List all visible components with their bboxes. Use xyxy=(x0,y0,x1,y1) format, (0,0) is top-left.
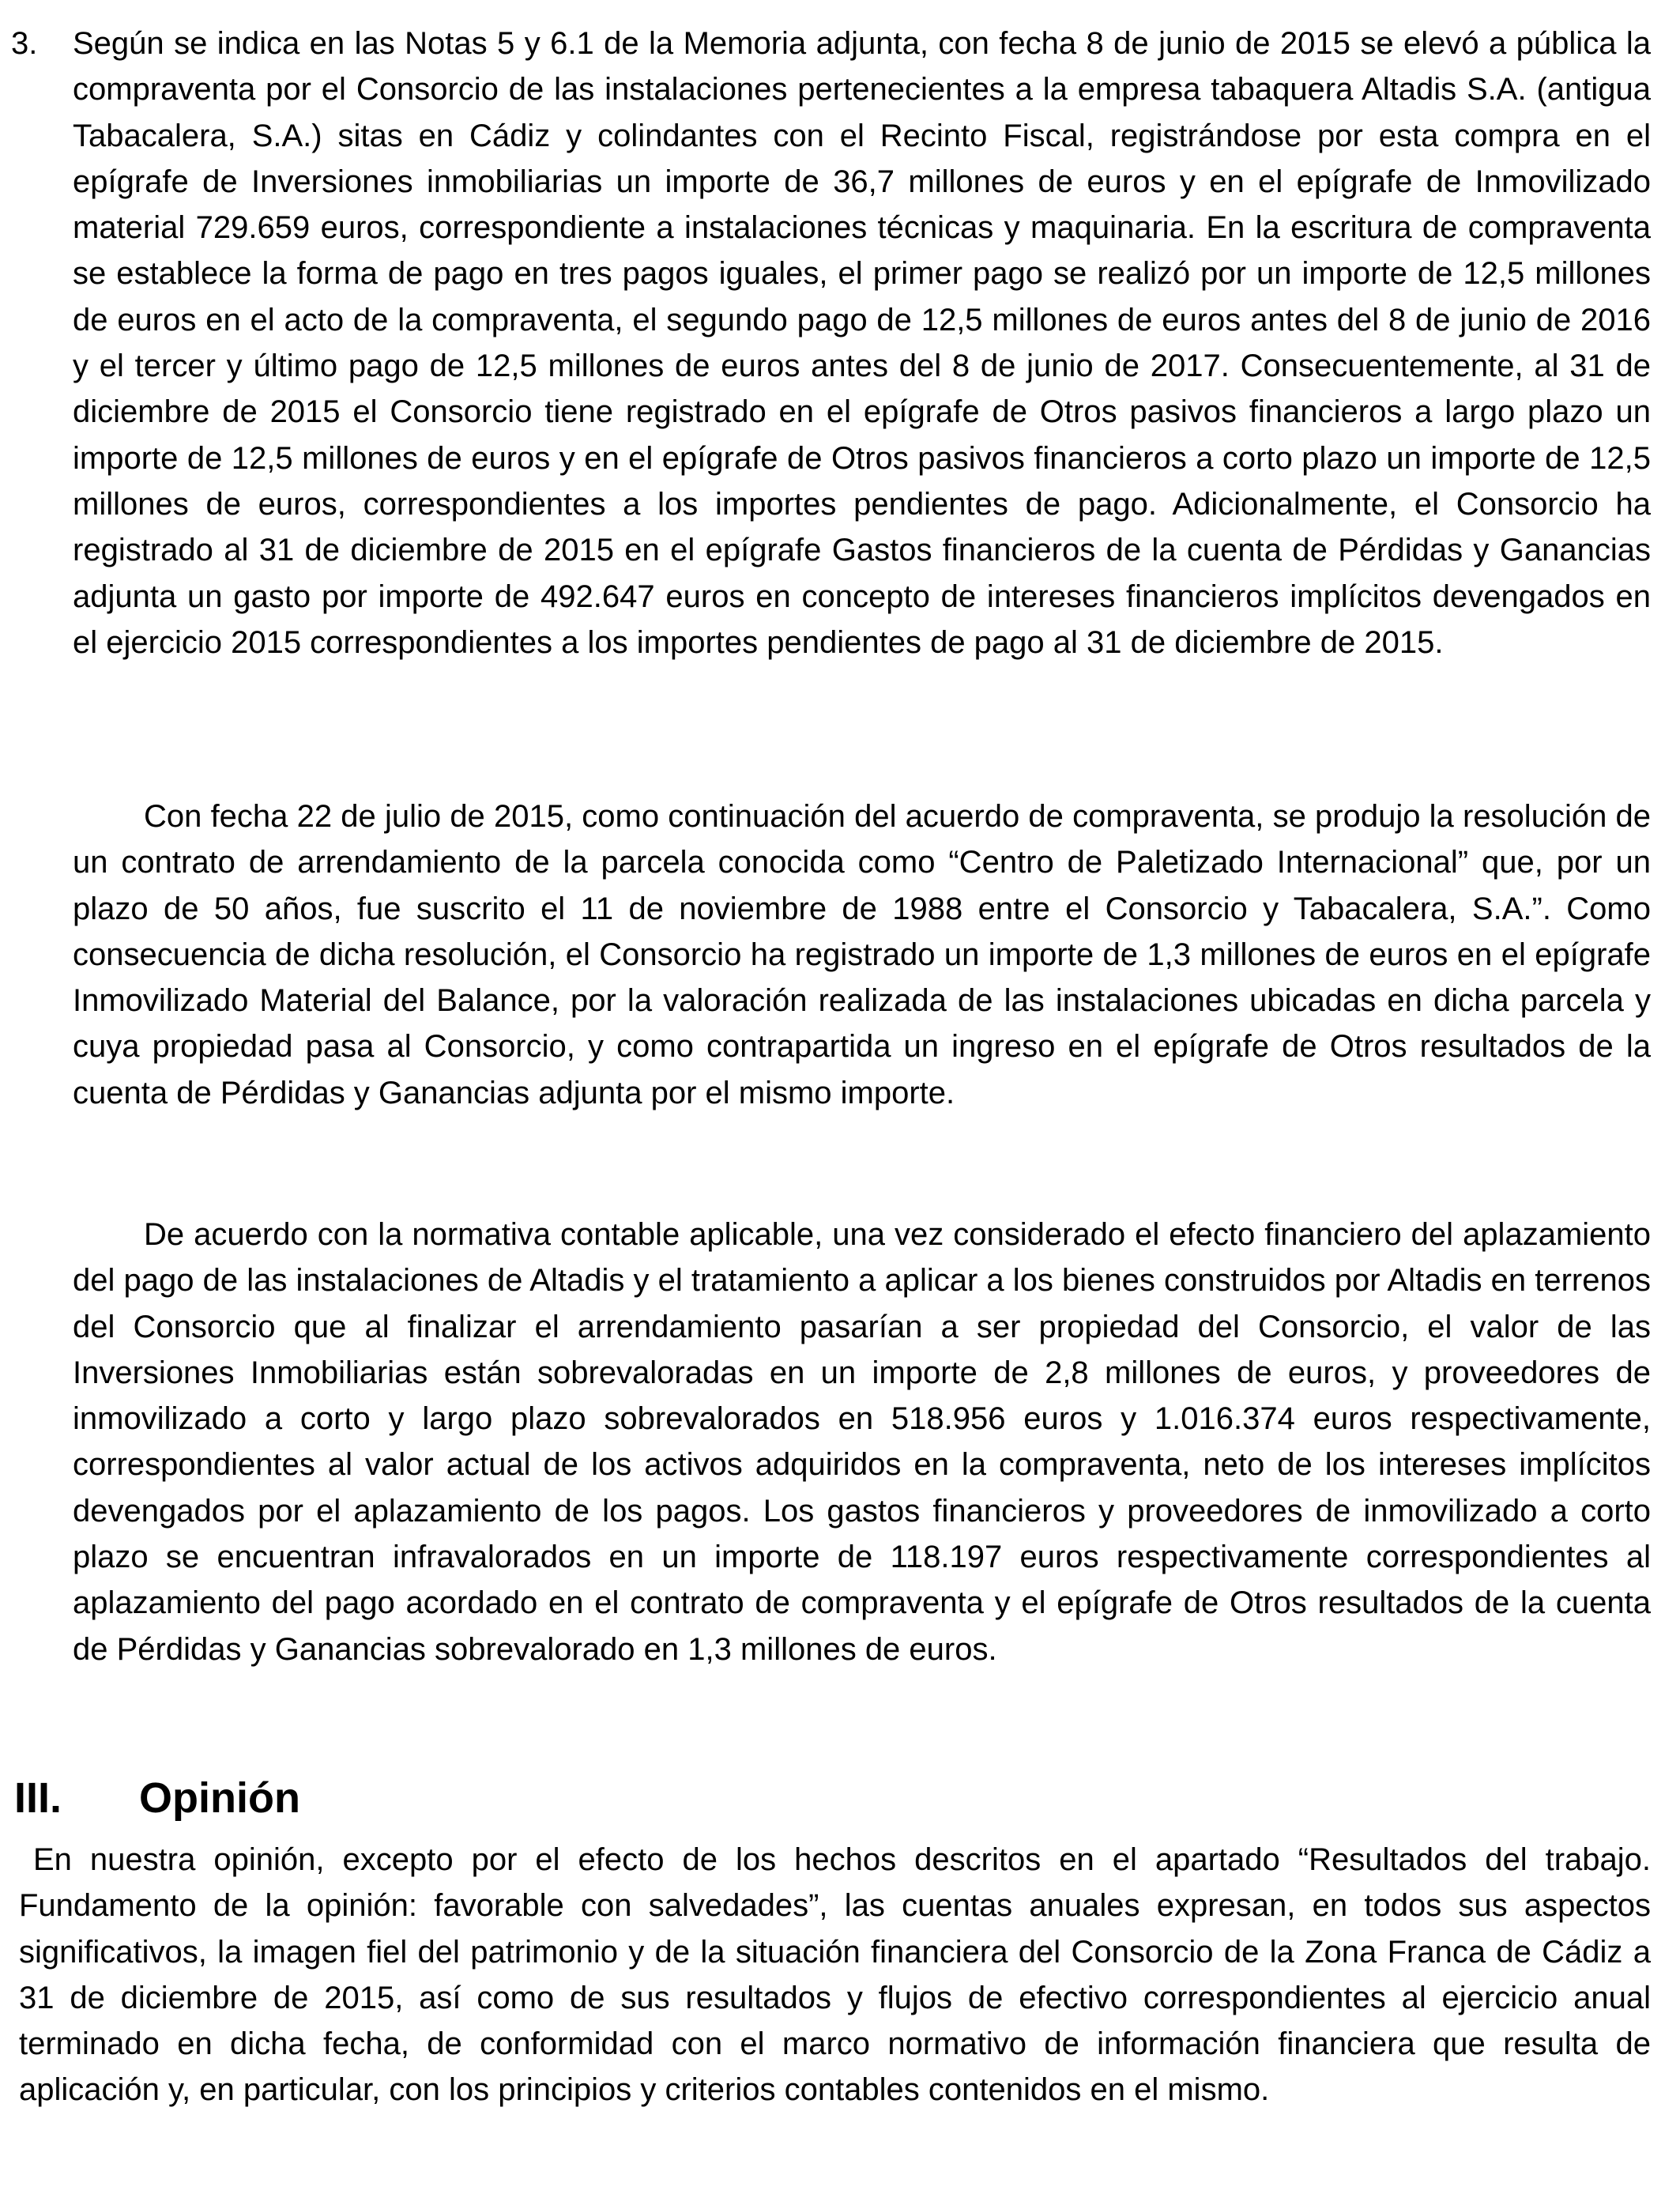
paragraph-accounting-effect: De acuerdo con la normativa contable aplicable, una vez considerado el efecto financiero del aplazamiento del pago de las instalaciones de Altadis y el tratamiento a aplicar a los bienes construidos por Altadis en terrenos del Consorcio que al finalizar el arrendamiento pasarían a ser propiedad del Consorcio, el valor de las Inversiones Inmobiliarias están sobrevaloradas en un importe de 2,8 millones de euros, y proveedores de inmovilizado a corto y largo plazo sobrevalorados en 518.956 euros y 1.016.374 euros respectivamente, correspondientes al valor actual de los activos adquiridos en la compraventa, neto de los intereses implícitos devengados por el aplazamiento de los pagos. Los gastos financieros y proveedores de inmovilizado a corto plazo se encuentran infravalorados en un importe de 118.197 euros respectivamente correspondientes al aplazamiento del pago acordado en el contrato de compraventa y el epígrafe de Otros resultados de la cuenta de Pérdidas y Ganancias sobrevalorado en 1,3 millones de euros. xyxy=(73,1217,1651,1667)
list-item-number: 3. xyxy=(11,26,38,61)
paragraph-opinion: En nuestra opinión, excepto por el efecto de los hechos descritos en el apartado “Resultados del trabajo. Fundamento de la opinión: favorable con salvedades”, las cuentas anuales expresan, en todos sus aspectos significativos, la imagen fiel del patrimonio y de la situación financiera del Consorcio de la Zona Franca de Cádiz a 31 de diciembre de 2015, así como de sus resultados y flujos de efectivo correspondientes al ejercicio anual terminado en dicha fecha, de conformidad con el marco normativo de información financiera que resulta de aplicación y, en particular, con los principios y criterios contables contenidos en el mismo. xyxy=(19,1842,1651,2108)
paragraph-purchase-altadis: Según se indica en las Notas 5 y 6.1 de la Memoria adjunta, con fecha 8 de junio de 2015 se elevó a pública la compraventa por el Consorcio de las instalaciones pertenecientes a la empresa tabaquera Altadis S.A. (antigua Tabacalera, S.A.) sitas en Cádiz y colindantes con el Recinto Fiscal, registrándose por esta compra en el epígrafe de Inversiones inmobiliarias un importe de 36,7 millones de euros y en el epígrafe de Inmovilizado material 729.659 euros, correspondiente a instalaciones técnicas y maquinaria. En la escritura de compraventa se establece la forma de pago en tres pagos iguales, el primer pago se realizó por un importe de 12,5 millones de euros en el acto de la compraventa, el segundo pago de 12,5 millones de euros antes del 8 de junio de 2016 y el tercer y último pago de 12,5 millones de euros antes del 8 de junio de 2017. Consecuentemente, al 31 de diciembre de 2015 el Consorcio tiene registrado en el epígrafe de Otros pasivos financieros a largo plazo un importe de 12,5 millones de euros y en el epígrafe de Otros pasivos financieros a corto plazo un importe de 12,5 millones de euros, correspondientes a los importes pendientes de pago. Adicionalmente, el Consorcio ha registrado al 31 de diciembre de 2015 en el epígrafe Gastos financieros de la cuenta de Pérdidas y Ganancias adjunta un gasto por importe de 492.647 euros en concepto de intereses financieros implícitos devengados en el ejercicio 2015 correspondientes a los importes pendientes de pago al 31 de diciembre de 2015. xyxy=(73,26,1651,660)
section-title: Opinión xyxy=(139,1774,300,1822)
section-number: III. xyxy=(14,1774,62,1822)
paragraph-lease-termination: Con fecha 22 de julio de 2015, como continuación del acuerdo de compraventa, se produjo la resolución de un contrato de arrendamiento de la parcela conocida como “Centro de Paletizado Internacional” que, por un plazo de 50 años, fue suscrito el 11 de noviembre de 1988 entre el Consorcio y Tabacalera, S.A.”. Como consecuencia de dicha resolución, el Consorcio ha registrado un importe de 1,3 millones de euros en el epígrafe Inmovilizado Material del Balance, por la valoración realizada de las instalaciones ubicadas en dicha parcela y cuya propiedad pasa al Consorcio, y como contrapartida un ingreso en el epígrafe de Otros resultados de la cuenta de Pérdidas y Ganancias adjunta por el mismo importe. xyxy=(73,799,1651,1110)
